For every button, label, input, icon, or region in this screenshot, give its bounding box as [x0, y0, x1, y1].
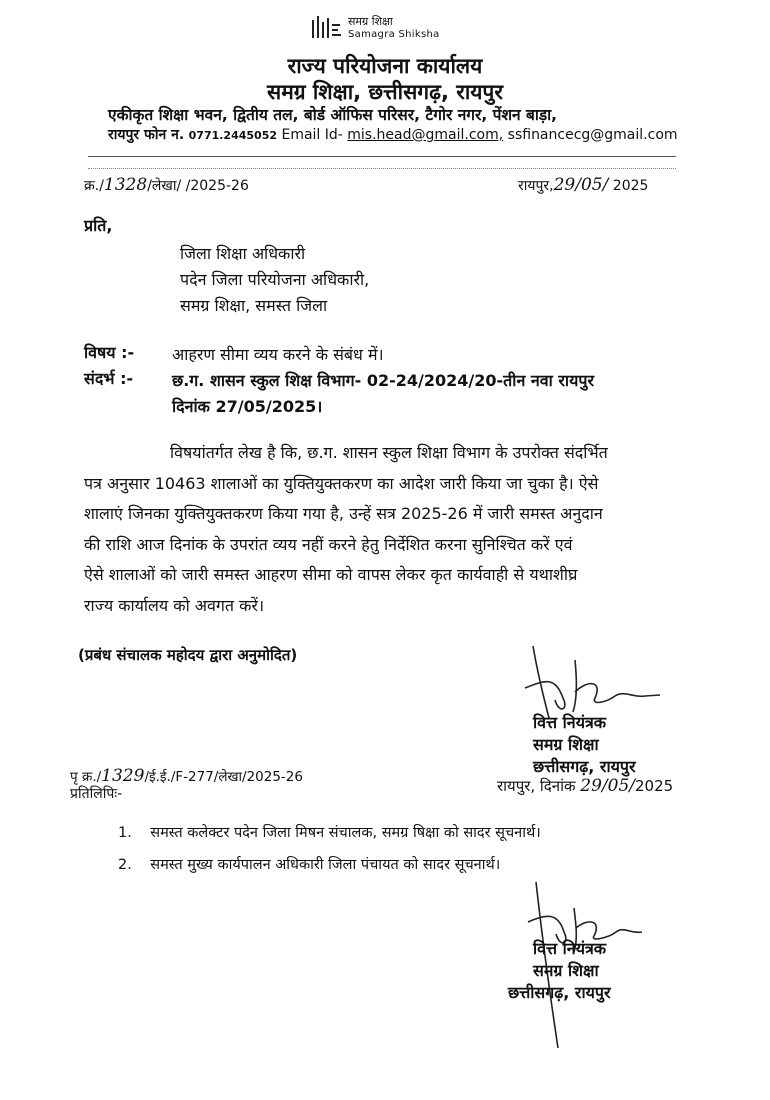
email-link-mis[interactable]: mis.head@gmail.com, [347, 127, 504, 143]
copy-ref-suffix: /ई.ई./F-277/लेखा/2025-26 [144, 769, 303, 785]
to-label: प्रति, [84, 216, 113, 235]
copy-item-2 [118, 854, 500, 874]
samagra-shiksha-logo [308, 12, 468, 46]
signatory-block-2 [508, 938, 703, 1004]
header-divider [88, 156, 676, 157]
body-line: राज्य कार्यालय को अवगत करें। [84, 595, 265, 615]
signatory-org: समग्र शिक्षा [533, 735, 599, 754]
copy-item-text: समस्त कलेक्टर पदेन जिला मिषन संचालक, समग्र षिक्षा को सादर सूचनार्थ। [150, 825, 541, 841]
sign-date-year: 2025 [635, 777, 674, 795]
date-year: 2025 [612, 178, 649, 194]
reference-line-2: दिनांक 27/05/2025। [172, 397, 323, 416]
sign-date-prefix: रायपुर, दिनांक [497, 777, 576, 795]
signature-1 [515, 640, 665, 720]
recipient-line-1: जिला शिक्षा अधिकारी [180, 244, 306, 263]
recipient-line-3: समग्र शिक्षा, समस्त जिला [180, 296, 328, 315]
ref-suffix: /लेखा/ /2025-26 [147, 178, 249, 194]
logo-text-english: Samagra Shiksha [348, 29, 440, 40]
email-link-finance[interactable]: ssfinancecg@gmail.com [507, 127, 678, 143]
sign-date-handwritten: 29/05/ [580, 776, 635, 796]
office-name: राज्य परियोजना कार्यालय [287, 54, 483, 78]
signatory-place: छत्तीसगढ़, रायपुर [508, 983, 611, 1002]
body-line: विषयांतर्गत लेख है कि, छ.ग. शासन स्कुल शिक्षा विभाग के उपरोक्त संदर्भित [170, 443, 608, 462]
body-line: ऐसे शालाओं को जारी समस्त आहरण सीमा को वापस लेकर कृत कार्यवाही से यथाशीघ्र [84, 565, 578, 584]
date-handwritten: 29/05/ [553, 175, 609, 195]
letter-reference [84, 175, 249, 195]
organization-line: समग्र शिक्षा, छत्तीसगढ़, रायपुर [267, 80, 503, 104]
reference-line-1: छ.ग. शासन स्कुल शिक्ष विभाग- 02-24/2024/20-तीन नवा रायपुर [172, 371, 594, 390]
logo-text-hindi: समग्र शिक्षा [348, 15, 393, 28]
signatory-place: छत्तीसगढ़, रायपुर [533, 757, 636, 776]
approval-note: (प्रबंध संचालक महोदय द्वारा अनुमोदित) [78, 646, 298, 664]
copy-item-1 [118, 822, 541, 842]
copy-item-number: 2. [118, 857, 132, 873]
signatory-designation: वित्त नियंत्रक [533, 713, 607, 732]
address-line: एकीकृत शिक्षा भवन, द्वितीय तल, बोर्ड ऑफिस परिसर, टैगोर नगर, पेंशन बाड़ा, [108, 106, 558, 124]
subject-text: आहरण सीमा व्यय करने के संबंध में। [172, 345, 384, 364]
signatory-block-1 [533, 712, 703, 778]
copy-reference [70, 766, 303, 786]
copy-item-text: समस्त मुख्य कार्यपालन अधिकारी जिला पंचायत को सादर सूचनार्थ। [150, 857, 501, 873]
reference-label: संदर्भ :- [84, 369, 134, 388]
letter-date [518, 175, 648, 195]
body-line: की राशि आज दिनांक के उपरांत व्यय नहीं करने हेतु निर्देशित करना सुनिश्चित करें एवं [84, 534, 573, 554]
copy-ref-number-handwritten: 1329 [101, 766, 145, 786]
email-label: Email Id- [281, 127, 343, 143]
phone-number: 0771.2445052 [188, 129, 278, 142]
header-divider-dotted [88, 168, 676, 169]
subject-label: विषय :- [84, 343, 135, 362]
signatory-org: समग्र शिक्षा [533, 961, 599, 980]
contact-line [108, 125, 678, 144]
copy-ref-prefix: पृ क्र./ [70, 769, 102, 785]
contact-prefix: रायपुर फोन न. [108, 127, 185, 143]
samagra-logo-icon [308, 14, 344, 44]
body-line: पत्र अनुसार 10463 शालाओं का युक्तियुक्तकरण का आदेश जारी किया जा चुका है। ऐसे [84, 473, 599, 493]
copy-item-number: 1. [118, 825, 132, 841]
recipient-line-2: पदेन जिला परियोजना अधिकारी, [180, 270, 370, 289]
copy-label: प्रतिलिपिः- [70, 786, 123, 802]
letter-body [84, 438, 684, 621]
date-prefix: रायपुर, [518, 178, 554, 194]
ref-number-handwritten: 1328 [103, 175, 148, 195]
signature-date [497, 776, 673, 796]
body-line: शालाएं जिनका युक्तियुक्तकरण किया गया है, उन्हें सत्र 2025-26 में जारी समस्त अनुदान [84, 504, 603, 523]
ref-prefix: क्र./ [84, 178, 104, 194]
signatory-designation: वित्त नियंत्रक [533, 939, 607, 958]
